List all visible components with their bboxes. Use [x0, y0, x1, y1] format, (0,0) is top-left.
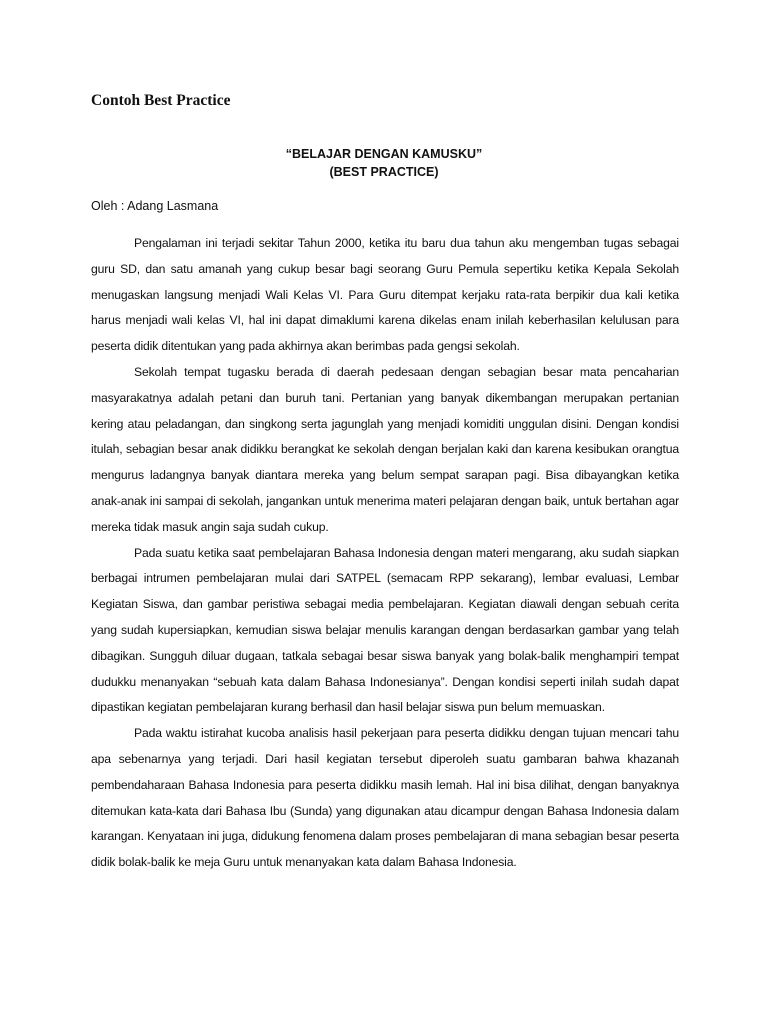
essay-title — [91, 145, 677, 181]
essay-title-line-2: (BEST PRACTICE) — [329, 165, 439, 179]
author-line: Oleh : Adang Lasmana — [91, 199, 219, 213]
document-heading: Contoh Best Practice — [91, 92, 231, 109]
paragraph-4: Pada waktu istirahat kucoba analisis hasil pekerjaan para peserta didikku dengan tujuan mencari tahu apa sebenarnya yang terjadi. Dari hasil kegiatan tersebut diperoleh suatu gambaran bahwa khazanah pembendaharaan Bahasa Indonesia para peserta didikku masih lemah. Hal ini bisa dilihat, dengan banyaknya ditemukan kata-kata dari Bahasa Ibu (Sunda) yang digunakan atau dicampur dengan Bahasa Indonesia dalam karangan. Kenyataan ini juga, didukung fenomena dalam proses pembelajaran di mana sebagian besar peserta didik bolak-balik ke meja Guru untuk menanyakan kata dalam Bahasa Indonesia. — [91, 726, 679, 870]
essay-title-line-1: “BELAJAR DENGAN KAMUSKU” — [285, 147, 483, 161]
paragraph-2: Sekolah tempat tugasku berada di daerah pedesaan dengan sebagian besar mata pencaharian masyarakatnya adalah petani dan buruh tani. Pertanian yang banyak dikembangan merupakan pertanian kering atau peladangan, dan singkong serta jagunglah yang menjadi komiditi unggulan disini. Dengan kondisi itulah, sebagian besar anak didikku berangkat ke sekolah dengan berjalan kaki dan karena kesibukan orangtua mengurus ladangnya banyak diantara mereka yang belum sempat sarapan pagi. Bisa dibayangkan ketika anak-anak ini sampai di sekolah, jangankan untuk menerima materi pelajaran dengan baik, untuk bertahan agar mereka tidak masuk angin saja sudah cukup. — [91, 364, 679, 534]
essay-body — [91, 231, 679, 876]
paragraph-1: Pengalaman ini terjadi sekitar Tahun 2000, ketika itu baru dua tahun aku mengemban tugas sebagai guru SD, dan satu amanah yang cukup besar bagi seorang Guru Pemula sepertiku ketika Kepala Sekolah menugaskan langsung menjadi Wali Kelas VI. Para Guru ditempat kerjaku rata-rata berpikir dua kali ketika harus menjadi wali kelas VI, hal ini dapat dimaklumi karena dikelas enam inilah keberhasilan kelulusan para peserta didik ditentukan yang pada akhirnya akan berimbas pada gengsi sekolah. — [91, 236, 679, 354]
paragraph-3: Pada suatu ketika saat pembelajaran Bahasa Indonesia dengan materi mengarang, aku sudah siapkan berbagai intrumen pembelajaran mulai dari SATPEL (semacam RPP sekarang), lembar evaluasi, Lembar Kegiatan Siswa, dan gambar peristiwa sebagai media pembelajaran. Kegiatan diawali dengan sebuah cerita yang sudah kupersiapkan, kemudian siswa belajar menulis karangan dengan berdasarkan gambar yang telah dibagikan. Sungguh diluar dugaan, tatkala sebagai besar siswa banyak yang bolak-balik menghampiri tempat dudukku menanyakan “sebuah kata dalam Bahasa Indonesianya”. Dengan kondisi seperti inilah sudah dapat dipastikan kegiatan pembelajaran kurang berhasil dan hasil belajar siswa pun belum memuaskan. — [91, 545, 679, 715]
